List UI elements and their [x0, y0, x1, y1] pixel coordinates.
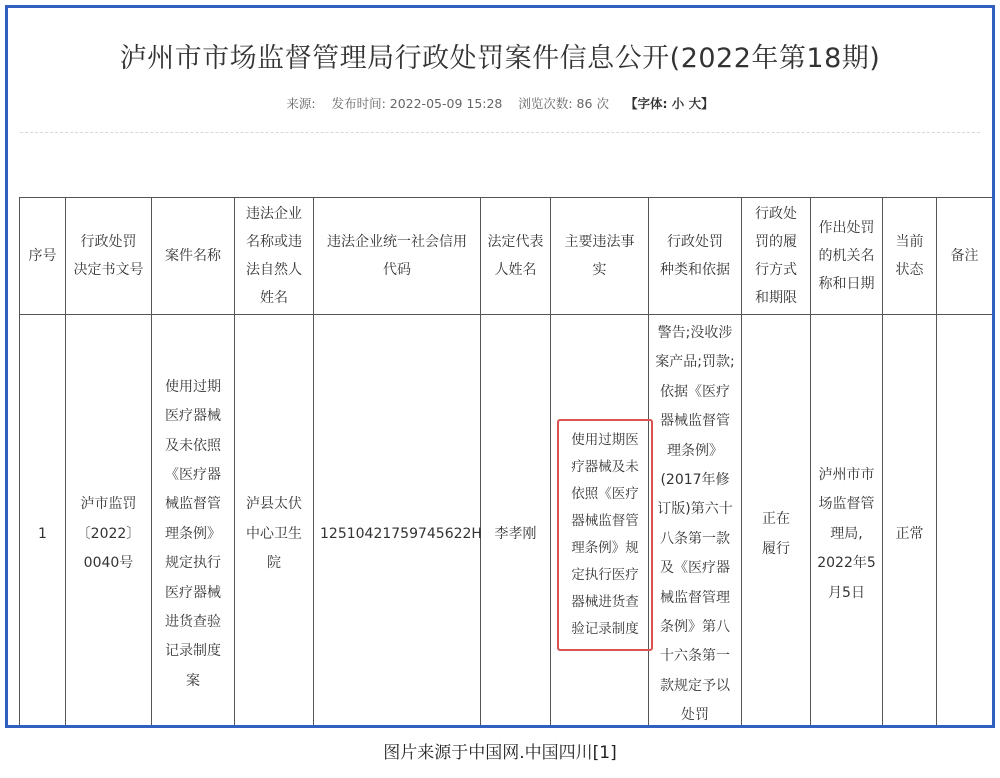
- header-performance: 行政处 罚的履 行方式 和期限: [742, 198, 811, 315]
- publish-time: 发布时间: 2022-05-09 15:28: [331, 96, 503, 111]
- view-count: 浏览次数: 86 次: [518, 96, 609, 111]
- table-header-row: [20, 198, 993, 315]
- font-size-toggle[interactable]: 【字体: 小 大】: [624, 96, 714, 111]
- image-caption: 图片来源于中国网.中国四川[1]: [383, 743, 617, 763]
- header-decision-no: 行政处罚 决定书文号: [66, 198, 152, 315]
- header-case-name: 案件名称: [152, 198, 235, 315]
- highlighted-facts: 使用过期医 疗器械及未 依照《医疗 器械监督管 理条例》规 定执行医疗 器械进货查 验记录制度: [557, 419, 653, 651]
- screenshot-frame: [5, 5, 995, 728]
- header-credit-code: 违法企业统一社会信用 代码: [314, 198, 481, 315]
- cell-credit-code: 12510421759745622H: [314, 315, 481, 729]
- cell-performance: 正在 履行: [742, 315, 811, 729]
- cell-case-name: 使用过期 医疗器械 及未依照 《医疗器 械监督管 理条例》 规定执行 医疗器械 进货查验 记录制度 案: [152, 315, 235, 729]
- header-remark: 备注: [937, 198, 993, 315]
- header-status: 当前 状态: [883, 198, 937, 315]
- penalty-cases-table: [19, 197, 993, 728]
- table-row: [20, 315, 993, 729]
- header-index: 序号: [20, 198, 66, 315]
- cell-decision-no: 泸市监罚 〔2022〕 0040号: [66, 315, 152, 729]
- source-label: 来源:: [286, 96, 316, 111]
- header-authority: 作出处罚 的机关名 称和日期: [811, 198, 883, 315]
- cell-penalty-basis: 警告;没收涉案产品;罚款;依据《医疗器械监督管理条例》(2017年修订版)第六十八条第一款及《医疗器械监督管理条例》第八十六条第一款规定予以处罚: [649, 315, 742, 729]
- cell-status: 正常: [883, 315, 937, 729]
- header-penalty-basis: 行政处罚 种类和依据: [649, 198, 742, 315]
- cell-authority: 泸州市市 场监督管 理局, 2022年5 月5日: [811, 315, 883, 729]
- header-facts: 主要违法事 实: [551, 198, 649, 315]
- cell-index: 1: [20, 315, 66, 729]
- header-legal-rep: 法定代表 人姓名: [481, 198, 551, 315]
- header-party: 违法企业 名称或违 法自然人 姓名: [235, 198, 314, 315]
- cell-party: 泸县太伏 中心卫生 院: [235, 315, 314, 729]
- cell-legal-rep: 李孝刚: [481, 315, 551, 729]
- dashed-divider: [20, 132, 980, 133]
- cell-facts-wrapper: [551, 315, 649, 729]
- cell-remark: [937, 315, 993, 729]
- page-title: 泸州市市场监督管理局行政处罚案件信息公开(2022年第18期): [119, 43, 881, 74]
- article-meta: [8, 94, 992, 112]
